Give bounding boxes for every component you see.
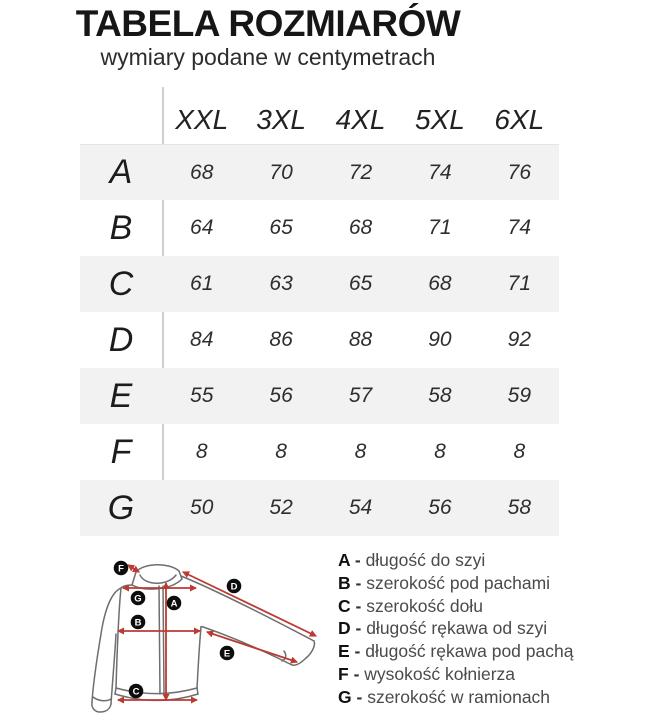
legend-description: szerokość pod pachami [366,572,551,593]
measure-line-e [207,632,297,662]
table-row-g [80,480,559,536]
size-value: 61 [190,272,214,295]
legend-item-g [338,686,573,709]
legend-dash: - [349,641,366,662]
column-header-4xl: 4XL [335,103,386,135]
size-value: 84 [190,328,214,351]
column-header-5xl: 5XL [415,103,465,135]
table-row-b [80,200,559,256]
row-label: F [110,432,132,471]
size-value: 58 [507,496,531,519]
marker-letter-a: A [170,598,178,610]
legend-dash: - [350,595,367,616]
size-value: 8 [195,440,208,463]
size-value: 68 [428,272,452,295]
legend-item-e [338,640,573,663]
measure-line-f [128,565,139,572]
marker-letter-c: C [132,686,140,698]
legend-description: szerokość w ramionach [367,686,551,707]
size-value: 55 [190,384,214,407]
legend-dash: - [350,572,367,593]
size-table-body [80,144,559,536]
size-value: 70 [269,160,293,184]
size-value: 8 [434,440,446,463]
legend-key: F [338,663,349,684]
size-value: 76 [507,160,531,184]
column-header-3xl: 3XL [256,103,307,135]
size-value: 56 [269,384,293,407]
page-header [0,4,536,69]
size-value: 71 [428,216,452,239]
size-value: 56 [428,496,452,519]
legend-key: A [338,550,350,570]
size-value: 71 [507,272,531,295]
legend-item-d [338,617,573,640]
table-row-f [80,424,559,480]
size-value: 59 [507,384,531,407]
table-row-d [80,312,559,368]
size-value: 74 [507,216,531,239]
legend-key: E [338,641,350,662]
legend-description: długość rękawa od szyi [366,618,548,639]
row-label: A [109,153,133,191]
table-row-a [80,144,559,200]
legend-dash: - [351,686,368,707]
legend-description: szerokość dołu [366,595,483,616]
legend-description: długość do szyi [365,550,486,570]
legend-dash: - [350,550,366,570]
marker-letter-e: E [223,648,231,660]
size-value: 63 [269,272,293,295]
legend-item-c [338,595,573,618]
column-header-6xl: 6XL [494,103,545,135]
row-label: G [107,488,135,527]
size-value: 65 [269,216,293,239]
size-value: 90 [428,328,452,351]
size-value: 68 [348,216,373,239]
size-value: 58 [428,384,452,407]
row-label: C [108,264,134,303]
marker-letter-g: G [134,593,142,605]
legend-key: B [338,572,351,593]
legend-dash: - [348,663,365,684]
row-label: B [109,208,133,247]
size-header-row [162,95,559,144]
size-value: 68 [190,160,214,184]
size-value: 92 [507,328,531,351]
marker-letter-b: B [134,617,142,629]
page-subtitle: wymiary podane w centymetrach [100,43,436,70]
size-value: 50 [190,496,214,519]
table-row-e [80,368,559,424]
measurement-legend [338,549,573,709]
legend-key: C [338,595,351,616]
jacket-diagram [60,545,340,715]
size-value: 8 [513,440,526,463]
marker-letter-d: D [230,581,238,593]
jacket-outline [92,565,315,712]
legend-dash: - [350,618,367,639]
legend-key: D [338,618,351,639]
legend-item-b [338,572,573,595]
row-label: E [109,376,133,415]
legend-item-f [338,663,573,686]
legend-description: długość rękawa pod pachą [365,641,574,662]
size-value: 57 [348,384,373,407]
page-title: TABELA ROZMIARÓW [75,3,461,44]
legend-item-a [338,549,573,572]
size-value: 52 [269,496,293,519]
size-value: 86 [269,328,293,351]
size-value: 74 [428,160,452,184]
column-header-xxl: XXL [175,103,229,135]
size-value: 65 [348,272,373,295]
marker-letter-f: F [118,563,124,575]
legend-key: G [338,686,352,707]
size-value: 54 [348,496,373,519]
size-value: 72 [348,160,373,184]
size-value: 64 [190,216,214,239]
size-value: 8 [354,440,367,463]
size-value: 88 [348,328,373,351]
size-value: 8 [275,440,287,463]
legend-description: wysokość kołnierza [364,663,516,684]
table-row-c [80,256,559,312]
row-label: D [108,320,134,359]
